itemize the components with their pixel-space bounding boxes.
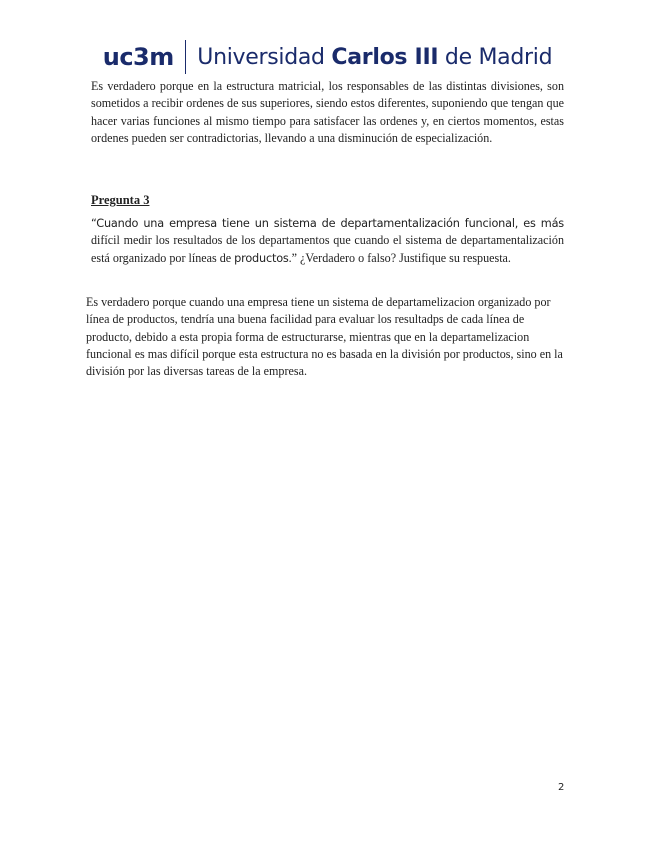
logo-divider bbox=[185, 40, 187, 74]
question-text-part2: difícil medir los resultados de los departamentos que cuando el sistema de departamentalización está organizado por líneas de bbox=[91, 233, 564, 265]
university-name bbox=[197, 45, 552, 70]
question-text-part4: .” ¿Verdadero o falso? Justifique su respuesta. bbox=[288, 250, 511, 265]
university-name-suffix: de Madrid bbox=[438, 44, 553, 70]
question-text bbox=[91, 215, 564, 267]
question-text-part3: productos bbox=[234, 251, 289, 265]
uc3m-logo: uc3m bbox=[102, 43, 174, 71]
answer-paragraph-previous: Es verdadero porque en la estructura matricial, los responsables de las distintas divisiones, son sometidos a recibir ordenes de sus superiores, siendo estos diferentes, suponiendo que tengan que hacer varias funciones al mismo tiempo para satisfacer las ordenes y, en ciertos momentos, estas ordenes pueden ser contradictorias, llevando a una disminución de especialización. bbox=[91, 79, 564, 145]
university-name-bold: Carlos III bbox=[331, 44, 439, 70]
page-number: 2 bbox=[558, 782, 565, 793]
answer-paragraph: Es verdadero porque cuando una empresa tiene un sistema de departamelizacion organizado por línea de productos, tendría una buena facilidad para evaluar los resultadps de cada línea de producto, debido a esta propia forma de estructurarse, mientras que en la departamelizacion funcional es mas difícil porque esta estructura no es basada en la división por productos, sino en la división por las diversas tareas de la empresa. bbox=[86, 295, 563, 379]
question-heading: Pregunta 3 bbox=[91, 193, 150, 207]
university-header bbox=[0, 40, 655, 74]
question-text-part1: “Cuando una empresa tiene un sistema de departamentalización funcional, es más bbox=[91, 217, 564, 230]
university-name-prefix: Universidad bbox=[197, 44, 332, 70]
